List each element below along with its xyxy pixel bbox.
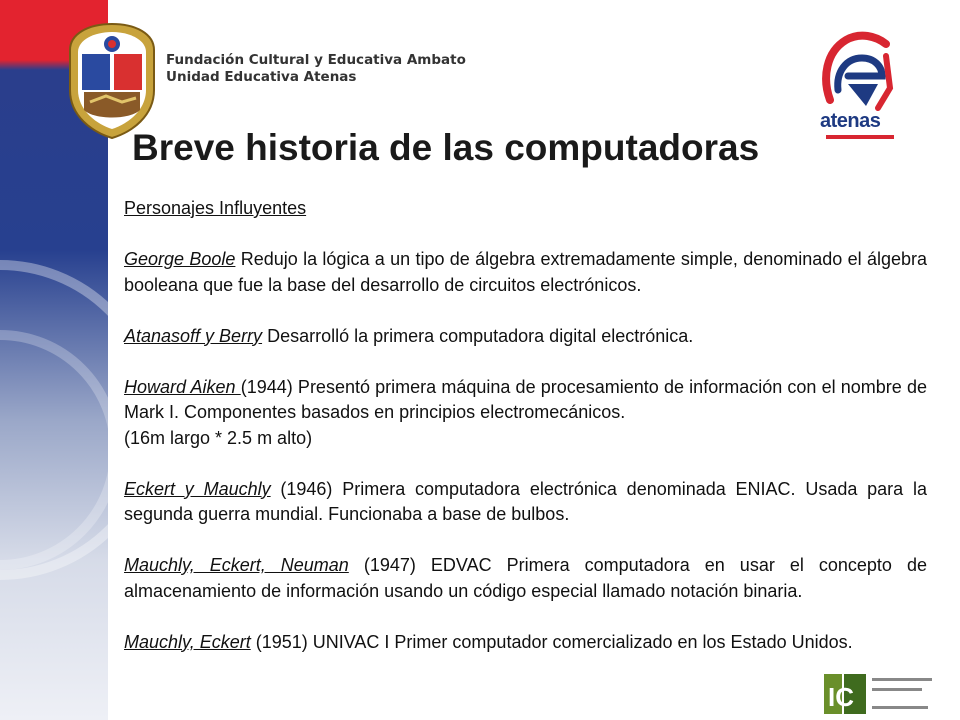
- entry-name: George Boole: [124, 249, 236, 269]
- entry-text: (1946) Primera computadora electrónica denominada ENIAC. Usada para la segunda guerra mundial. Funcionaba a base de bulbos.: [124, 478, 927, 524]
- entry-name: Mauchly, Eckert: [124, 631, 251, 652]
- entry-text: (1951) UNIVAC I Primer computador comercializado en los Estado Unidos.: [250, 631, 853, 652]
- organization-line-2: Unidad Educativa Atenas: [166, 69, 357, 85]
- entry-text: Redujo la lógica a un tipo de álgebra extremadamente simple, denominado el álgebra booleana que fue la base del desarrollo de circuitos electrónicos.: [124, 249, 928, 295]
- atenas-logo-text: atenas: [820, 110, 881, 132]
- atenas-logo-underline: [826, 135, 894, 139]
- entry-mauchly-eckert-neuman: [124, 553, 927, 604]
- entry-text: Desarrolló la primera computadora digital electrónica.: [262, 325, 694, 346]
- entry-name: Mauchly, Eckert, Neuman: [124, 555, 349, 575]
- certification-logo-icon: [818, 666, 938, 720]
- slide-content: [124, 196, 927, 681]
- slide-title: Breve historia de las computadoras: [132, 127, 760, 168]
- entry-text: (1944) Presentó primera máquina de procesamiento de información con el nombre de Mark I. Componentes basados en principios electromecánicos.: [124, 376, 927, 422]
- organization-name: [166, 52, 466, 86]
- organization-line-1: Fundación Cultural y Educativa Ambato: [166, 52, 466, 68]
- entry-mauchly-eckert: [124, 630, 927, 656]
- school-crest-icon: [66, 20, 158, 140]
- entry-george-boole: [124, 247, 927, 298]
- svg-text:IC: IC: [828, 682, 854, 712]
- entry-howard-aiken: [124, 375, 927, 426]
- entry-howard-aiken-dimensions: (16m largo * 2.5 m alto): [124, 427, 313, 448]
- entry-eckert-mauchly: [124, 477, 927, 528]
- entry-atanasoff-berry: [124, 324, 927, 350]
- entry-name: Howard Aiken: [124, 376, 241, 397]
- entry-text: (1947) EDVAC Primera computadora en usar el concepto de almacenamiento de información usando un código especial llamado notación binaria.: [124, 555, 927, 601]
- entry-name: Eckert y Mauchly: [124, 478, 271, 499]
- section-heading: Personajes Influyentes: [124, 198, 307, 218]
- entry-name: Atanasoff y Berry: [124, 325, 263, 346]
